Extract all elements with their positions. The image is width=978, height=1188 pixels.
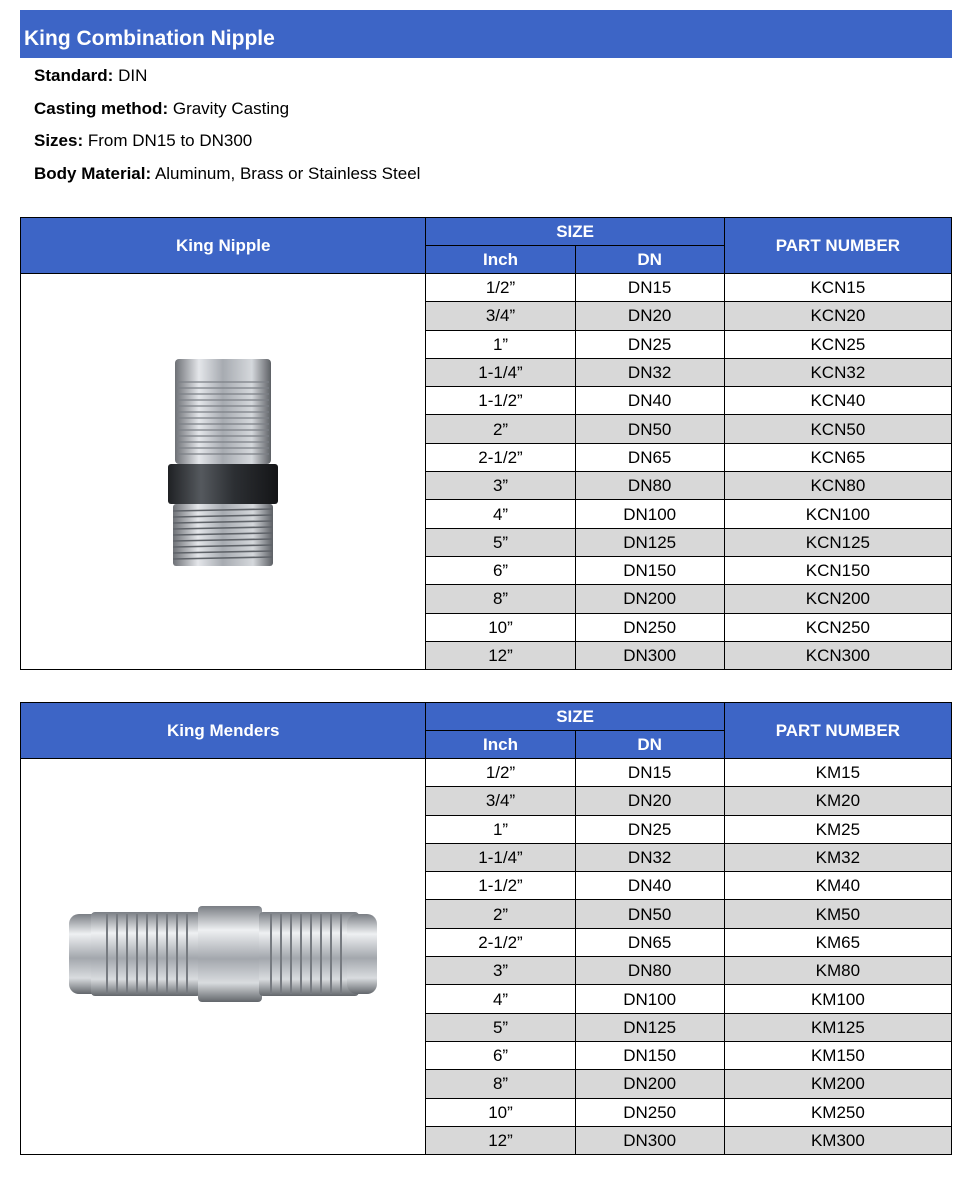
spec-label: Standard: [34, 66, 114, 85]
part-number-cell: KM300 [724, 1126, 951, 1154]
inch-cell: 3” [426, 472, 575, 500]
inch-cell: 5” [426, 1013, 575, 1041]
dn-cell: DN15 [575, 274, 724, 302]
king-nipple-photo [153, 354, 293, 584]
part-number-cell: KM65 [724, 928, 951, 956]
part-number-cell: KM80 [724, 957, 951, 985]
inch-cell: 1/2” [426, 759, 575, 787]
inch-cell: 3/4” [426, 302, 575, 330]
inch-cell: 1-1/2” [426, 387, 575, 415]
dn-header: DN [575, 731, 724, 759]
part-number-cell: KCN150 [724, 556, 951, 584]
part-number-cell: KCN100 [724, 500, 951, 528]
size-header: SIZE [426, 703, 724, 731]
dn-cell: DN300 [575, 1126, 724, 1154]
spec-sizes [34, 131, 252, 151]
dn-cell: DN65 [575, 928, 724, 956]
part-number-cell: KCN15 [724, 274, 951, 302]
part-number-cell: KM20 [724, 787, 951, 815]
spec-casting-method [34, 99, 289, 119]
part-number-header: PART NUMBER [724, 703, 951, 759]
dn-cell: DN25 [575, 815, 724, 843]
part-number-cell: KM125 [724, 1013, 951, 1041]
part-number-cell: KCN125 [724, 528, 951, 556]
dn-cell: DN125 [575, 1013, 724, 1041]
dn-header: DN [575, 246, 724, 274]
dn-cell: DN200 [575, 585, 724, 613]
inch-cell: 1-1/4” [426, 843, 575, 871]
dn-cell: DN250 [575, 613, 724, 641]
part-number-cell: KM250 [724, 1098, 951, 1126]
table-row [21, 759, 952, 787]
part-number-cell: KCN200 [724, 585, 951, 613]
inch-cell: 5” [426, 528, 575, 556]
dn-cell: DN65 [575, 443, 724, 471]
dn-cell: DN20 [575, 787, 724, 815]
inch-cell: 1” [426, 330, 575, 358]
king-nipple-table [20, 217, 952, 670]
part-number-cell: KCN300 [724, 641, 951, 669]
inch-cell: 2-1/2” [426, 928, 575, 956]
inch-cell: 12” [426, 641, 575, 669]
inch-cell: 2” [426, 415, 575, 443]
inch-cell: 10” [426, 1098, 575, 1126]
dn-cell: DN300 [575, 641, 724, 669]
table-body [21, 759, 952, 1155]
part-number-cell: KM25 [724, 815, 951, 843]
inch-cell: 1/2” [426, 274, 575, 302]
dn-cell: DN40 [575, 387, 724, 415]
part-number-cell: KM15 [724, 759, 951, 787]
inch-header: Inch [426, 246, 575, 274]
part-number-cell: KM100 [724, 985, 951, 1013]
dn-cell: DN32 [575, 843, 724, 871]
part-number-cell: KCN80 [724, 472, 951, 500]
spec-value: From DN15 to DN300 [87, 131, 253, 150]
product-name-header: King Nipple [21, 218, 426, 274]
spec-label: Casting method: [34, 99, 169, 118]
part-number-cell: KM200 [724, 1070, 951, 1098]
inch-cell: 3” [426, 957, 575, 985]
dn-cell: DN100 [575, 985, 724, 1013]
spec-label: Sizes: [34, 131, 84, 150]
inch-cell: 1-1/2” [426, 872, 575, 900]
page-title: King Combination Nipple [20, 10, 952, 58]
part-number-cell: KCN50 [724, 415, 951, 443]
product-name-header: King Menders [21, 703, 426, 759]
dn-cell: DN32 [575, 358, 724, 386]
dn-cell: DN80 [575, 472, 724, 500]
spec-value: DIN [118, 66, 148, 85]
inch-cell: 6” [426, 556, 575, 584]
spec-value: Gravity Casting [172, 99, 290, 118]
dn-cell: DN150 [575, 1041, 724, 1069]
inch-cell: 4” [426, 500, 575, 528]
dn-cell: DN150 [575, 556, 724, 584]
inch-cell: 3/4” [426, 787, 575, 815]
part-number-cell: KCN32 [724, 358, 951, 386]
part-number-cell: KM150 [724, 1041, 951, 1069]
inch-cell: 8” [426, 585, 575, 613]
dn-cell: DN50 [575, 900, 724, 928]
table-row [21, 274, 952, 302]
dn-cell: DN200 [575, 1070, 724, 1098]
part-number-cell: KCN20 [724, 302, 951, 330]
dn-cell: DN100 [575, 500, 724, 528]
inch-cell: 1” [426, 815, 575, 843]
part-number-header: PART NUMBER [724, 218, 951, 274]
part-number-cell: KM50 [724, 900, 951, 928]
dn-cell: DN40 [575, 872, 724, 900]
inch-header: Inch [426, 731, 575, 759]
part-number-cell: KCN25 [724, 330, 951, 358]
king-menders-table [20, 702, 952, 1155]
spec-label: Body Material: [34, 164, 152, 183]
inch-cell: 4” [426, 985, 575, 1013]
inch-cell: 2” [426, 900, 575, 928]
dn-cell: DN50 [575, 415, 724, 443]
dn-cell: DN15 [575, 759, 724, 787]
product-image-cell [21, 759, 426, 1155]
part-number-cell: KM40 [724, 872, 951, 900]
table-body [21, 274, 952, 670]
dn-cell: DN25 [575, 330, 724, 358]
spec-value: Aluminum, Brass or Stainless Steel [154, 164, 421, 183]
dn-cell: DN20 [575, 302, 724, 330]
part-number-cell: KCN40 [724, 387, 951, 415]
inch-cell: 10” [426, 613, 575, 641]
size-header: SIZE [426, 218, 724, 246]
part-number-cell: KCN65 [724, 443, 951, 471]
product-image-cell [21, 274, 426, 670]
part-number-cell: KCN250 [724, 613, 951, 641]
inch-cell: 12” [426, 1126, 575, 1154]
spec-body-material [34, 164, 420, 184]
dn-cell: DN125 [575, 528, 724, 556]
part-number-cell: KM32 [724, 843, 951, 871]
dn-cell: DN250 [575, 1098, 724, 1126]
king-mender-photo [63, 894, 383, 1014]
dn-cell: DN80 [575, 957, 724, 985]
inch-cell: 1-1/4” [426, 358, 575, 386]
spec-standard [34, 66, 147, 86]
inch-cell: 2-1/2” [426, 443, 575, 471]
inch-cell: 6” [426, 1041, 575, 1069]
inch-cell: 8” [426, 1070, 575, 1098]
